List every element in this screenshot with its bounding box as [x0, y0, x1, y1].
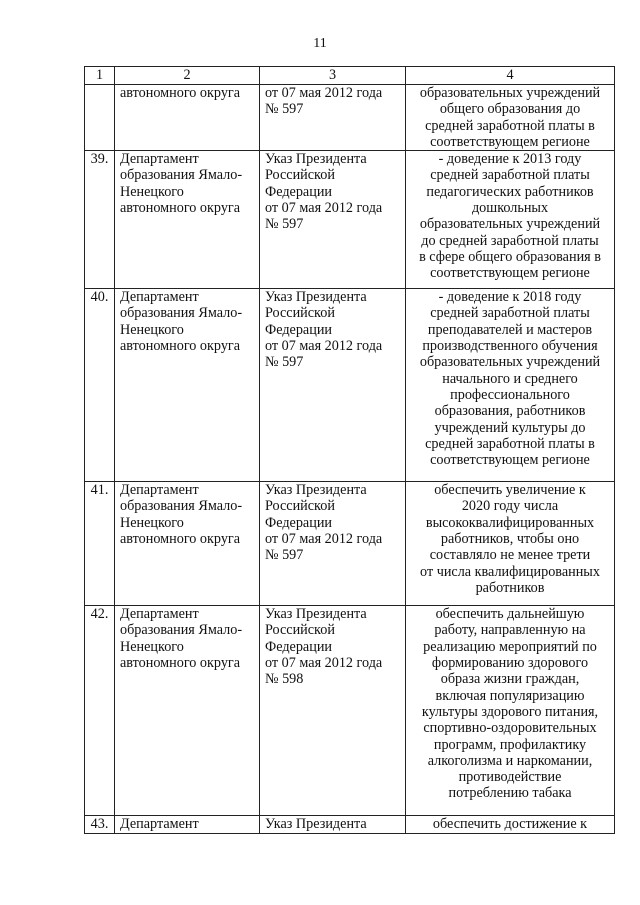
row-number: 41. — [85, 482, 115, 606]
measures-table — [84, 66, 615, 834]
cell-line: педагогических работников — [426, 183, 594, 200]
cell-line: Указ Президента — [265, 606, 367, 623]
cell-line: средней заработной платы в — [425, 435, 595, 452]
cell-line: преподавателей и мастеров — [427, 321, 593, 338]
cell-line: Российской — [265, 622, 335, 639]
cell-line: культуры здорового питания, — [421, 703, 599, 720]
task-cell — [406, 816, 615, 834]
basis-cell — [260, 85, 406, 151]
cell-line: потреблению табака — [448, 785, 572, 802]
cell-line: автономного округа — [120, 85, 241, 101]
header-cell-3: 3 — [260, 67, 406, 85]
table-row — [85, 151, 615, 289]
cell-line: автономного округа — [120, 200, 241, 217]
cell-line: спортивно-оздоровительных — [423, 720, 597, 737]
cell-line: включая популяризацию — [435, 687, 585, 704]
table-row — [85, 85, 615, 151]
basis-cell — [260, 606, 406, 816]
department-cell — [115, 482, 260, 606]
header-cell-4: 4 — [406, 67, 615, 85]
cell-line: Федерации — [265, 638, 333, 655]
task-cell — [406, 85, 615, 151]
row-number: 43. — [85, 816, 115, 834]
cell-line: соответствующем регионе — [430, 452, 590, 469]
department-cell — [115, 151, 260, 289]
task-cell — [406, 151, 615, 289]
cell-line: противодействие — [458, 769, 562, 786]
header-cell-1: 1 — [85, 67, 115, 85]
cell-line: Ненецкого — [120, 321, 184, 338]
cell-line: производственного обучения — [422, 338, 598, 355]
row-number: 40. — [85, 289, 115, 482]
cell-line: от 07 мая 2012 года — [265, 531, 383, 548]
cell-line: образовательных учреждений — [419, 216, 601, 233]
cell-line: профессионального — [450, 386, 570, 403]
cell-line: начального и среднего — [442, 370, 578, 387]
table-row — [85, 482, 615, 606]
basis-cell — [260, 816, 406, 834]
department-cell — [115, 816, 260, 834]
cell-line: Федерации — [265, 183, 333, 200]
department-cell — [115, 289, 260, 482]
cell-line: средней заработной платы — [430, 167, 590, 184]
cell-line: реализацию мероприятий по — [423, 638, 597, 655]
cell-line: Указ Президента — [265, 289, 367, 306]
cell-line: Департамент — [120, 151, 199, 168]
cell-line: Указ Президента — [265, 482, 367, 499]
cell-line: образовательных учреждений — [419, 354, 601, 371]
cell-line: составляло не менее трети — [429, 547, 591, 564]
cell-line: № 597 — [265, 354, 304, 371]
cell-line: формированию здорового — [431, 655, 589, 672]
cell-line: Федерации — [265, 321, 333, 338]
cell-line: автономного округа — [120, 655, 241, 672]
cell-line: автономного округа — [120, 531, 241, 548]
table-row — [85, 816, 615, 834]
cell-line: дошкольных — [471, 200, 549, 217]
table-header-row — [85, 67, 615, 85]
cell-line: Указ Президента — [265, 151, 367, 168]
cell-line: Российской — [265, 498, 335, 515]
table-row — [85, 289, 615, 482]
row-number: 39. — [85, 151, 115, 289]
cell-line: соответствующем регионе — [430, 133, 590, 150]
department-cell — [115, 606, 260, 816]
basis-cell — [260, 151, 406, 289]
basis-cell — [260, 482, 406, 606]
task-cell — [406, 606, 615, 816]
cell-line: Ненецкого — [120, 514, 184, 531]
cell-line: общего образования до — [439, 101, 581, 118]
cell-line: образования Ямало- — [120, 498, 243, 515]
department-cell — [115, 85, 260, 151]
cell-line: работу, направленную на — [434, 622, 586, 639]
cell-line: средней заработной платы в — [425, 117, 595, 134]
cell-line: № 597 — [265, 216, 304, 233]
cell-line: - доведение к 2018 году — [438, 289, 582, 306]
cell-line: Федерации — [265, 514, 333, 531]
cell-line: соответствующем регионе — [430, 265, 590, 282]
cell-line: Департамент — [120, 289, 199, 306]
row-number — [85, 85, 115, 151]
task-cell — [406, 482, 615, 606]
cell-line: обеспечить дальнейшую — [435, 606, 585, 623]
cell-line: учреждений культуры до — [434, 419, 586, 436]
cell-line: автономного округа — [120, 338, 241, 355]
cell-line: образования Ямало- — [120, 622, 243, 639]
cell-line: алкоголизма и наркомании, — [427, 752, 593, 769]
cell-line: образования, работников — [434, 403, 586, 420]
cell-line: образования Ямало- — [120, 305, 243, 322]
cell-line: Департамент — [120, 606, 199, 623]
cell-line: обеспечить увеличение к — [434, 482, 586, 499]
cell-line: образования Ямало- — [120, 167, 243, 184]
cell-line: Департамент — [120, 816, 199, 833]
cell-line: Департамент — [120, 482, 199, 499]
cell-line: программ, профилактику — [433, 736, 587, 753]
cell-line: Ненецкого — [120, 638, 184, 655]
cell-line: образа жизни граждан, — [440, 671, 580, 688]
cell-line: Российской — [265, 305, 335, 322]
cell-line: обеспечить достижение к — [432, 816, 588, 833]
task-cell — [406, 289, 615, 482]
cell-line: Указ Президента — [265, 816, 367, 833]
cell-line: до средней заработной платы — [421, 232, 599, 249]
cell-line: высококвалифицированных — [425, 514, 595, 531]
cell-line: от 07 мая 2012 года — [265, 338, 383, 355]
basis-cell — [260, 289, 406, 482]
cell-line: № 597 — [265, 101, 304, 118]
cell-line: 2020 году числа — [461, 498, 559, 515]
cell-line: образовательных учреждений — [419, 85, 601, 101]
row-number: 42. — [85, 606, 115, 816]
cell-line: в сфере общего образования в — [419, 248, 601, 265]
cell-line: Ненецкого — [120, 183, 184, 200]
cell-line: от числа квалифицированных — [420, 563, 600, 580]
cell-line: работников, чтобы оно — [440, 531, 580, 548]
header-cell-2: 2 — [115, 67, 260, 85]
table-row — [85, 606, 615, 816]
cell-line: от 07 мая 2012 года — [265, 655, 383, 672]
cell-line: средней заработной платы — [430, 305, 590, 322]
cell-line: - доведение к 2013 году — [438, 151, 582, 168]
cell-line: работников — [475, 579, 545, 596]
page-number: 11 — [313, 36, 327, 51]
cell-line: № 598 — [265, 671, 304, 688]
cell-line: от 07 мая 2012 года — [265, 85, 383, 101]
cell-line: № 597 — [265, 547, 304, 564]
cell-line: Российской — [265, 167, 335, 184]
cell-line: от 07 мая 2012 года — [265, 200, 383, 217]
